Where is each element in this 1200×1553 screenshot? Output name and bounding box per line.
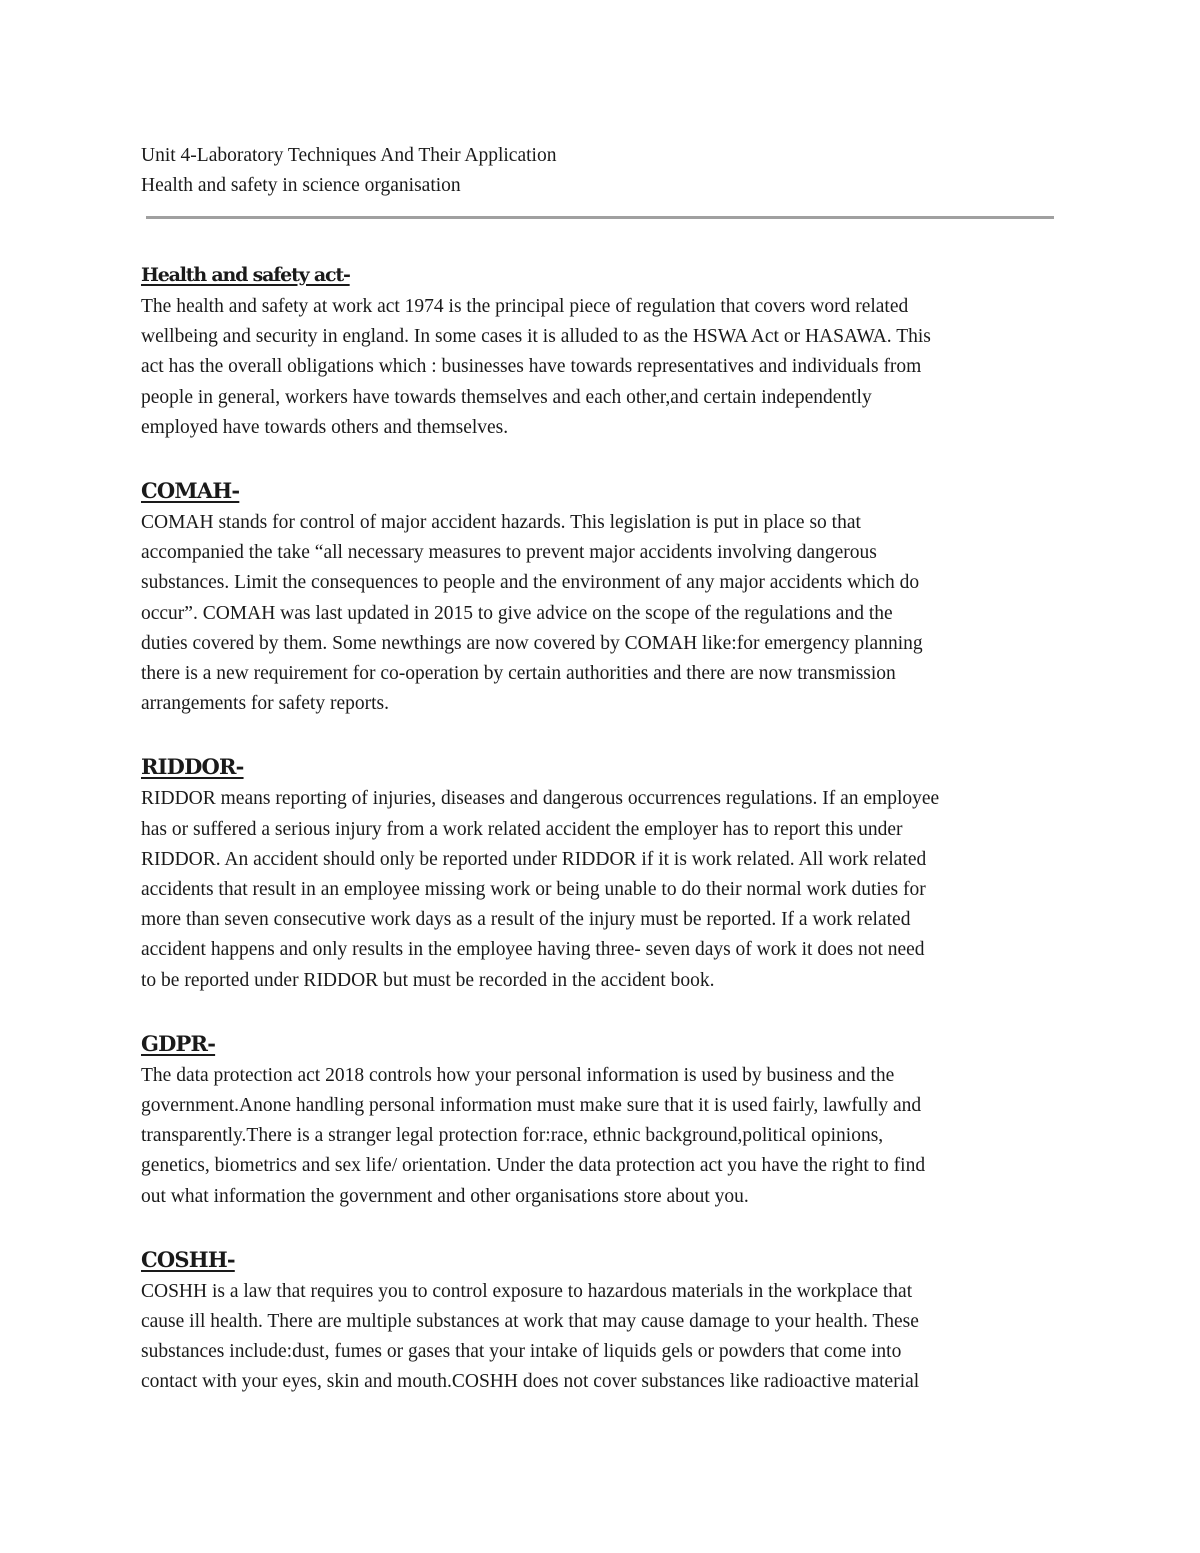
section-gdpr (141, 1027, 1066, 1212)
paragraph-line: COMAH stands for control of major accident hazards. This legislation is put in place so that (141, 512, 861, 534)
document-header (141, 141, 1061, 201)
paragraph-line: to be reported under RIDDOR but must be recorded in the accident book. (141, 969, 715, 991)
paragraph-line: substances include:dust, fumes or gases that your intake of liquids gels or powders that come into (141, 1341, 902, 1363)
paragraph-line: arrangements for safety reports. (141, 693, 389, 715)
section-heading: COSHH- (141, 1246, 235, 1272)
paragraph-line: government.Anone handling personal information must make sure that it is used fairly, lawfully and (141, 1095, 922, 1117)
section-comah (141, 474, 1066, 719)
document-body (141, 258, 1066, 1429)
paragraph-line: The health and safety at work act 1974 is the principal piece of regulation that covers word related (141, 296, 909, 317)
paragraph-line: employed have towards others and themselves. (141, 416, 509, 438)
horizontal-rule (146, 216, 1054, 219)
section-coshh (141, 1243, 1066, 1398)
paragraph-line: accident happens and only results in the employee having three- seven days of work it does not need (141, 939, 925, 961)
paragraph-line: accompanied the take “all necessary measures to prevent major accidents involving dangerous (141, 542, 877, 564)
paragraph-line: there is a new requirement for co-operation by certain authorities and there are now transmission (141, 663, 896, 685)
paragraph-line: genetics, biometrics and sex life/ orientation. Under the data protection act you have the right to find (141, 1155, 926, 1177)
paragraph-line: wellbeing and security in england. In some cases it is alluded to as the HSWA Act or HASAWA. This (141, 326, 931, 348)
paragraph-line: substances. Limit the consequences to people and the environment of any major accidents which do (141, 572, 920, 594)
paragraph-line: duties covered by them. Some newthings are now covered by COMAH like:for emergency planning (141, 632, 923, 654)
paragraph-line: RIDDOR. An accident should only be reported under RIDDOR if it is work related. All work related (141, 848, 927, 870)
document-subtitle: Health and safety in science organisation (141, 175, 461, 196)
paragraph-line: more than seven consecutive work days as a result of the injury must be reported. If a work related (141, 909, 911, 931)
paragraph-line: transparently.There is a stranger legal protection for:race, ethnic background,political opinions, (141, 1125, 884, 1147)
section-heading: RIDDOR- (141, 754, 244, 780)
paragraph-line: occur”. COMAH was last updated in 2015 to give advice on the scope of the regulations and the (141, 602, 893, 624)
section-heading: GDPR- (141, 1030, 216, 1056)
paragraph-line: COSHH is a law that requires you to control exposure to hazardous materials in the workplace that (141, 1280, 913, 1302)
paragraph-line: out what information the government and other organisations store about you. (141, 1185, 749, 1207)
paragraph-line: people in general, workers have towards themselves and each other,and certain independently (141, 386, 872, 408)
paragraph-line: RIDDOR means reporting of injuries, diseases and dangerous occurrences regulations. If an employee (141, 788, 940, 810)
paragraph-line: The data protection act 2018 controls how your personal information is used by business and the (141, 1064, 895, 1086)
paragraph-line: has or suffered a serious injury from a work related accident the employer has to report this under (141, 818, 903, 840)
section-health-and-safety-act (141, 258, 1066, 443)
section-heading: COMAH- (141, 478, 240, 504)
paragraph-line: cause ill health. There are multiple substances at work that may cause damage to your health. These (141, 1311, 919, 1333)
paragraph-line: accidents that result in an employee missing work or being unable to do their normal work duties for (141, 879, 926, 901)
section-riddor (141, 750, 1066, 995)
paragraph-line: contact with your eyes, skin and mouth.COSHH does not cover substances like radioactive material (141, 1371, 920, 1393)
section-heading: Health and safety act- (141, 264, 350, 286)
paragraph-line: act has the overall obligations which : businesses have towards representatives and individuals from (141, 356, 922, 378)
document-title: Unit 4-Laboratory Techniques And Their Application (141, 145, 557, 166)
